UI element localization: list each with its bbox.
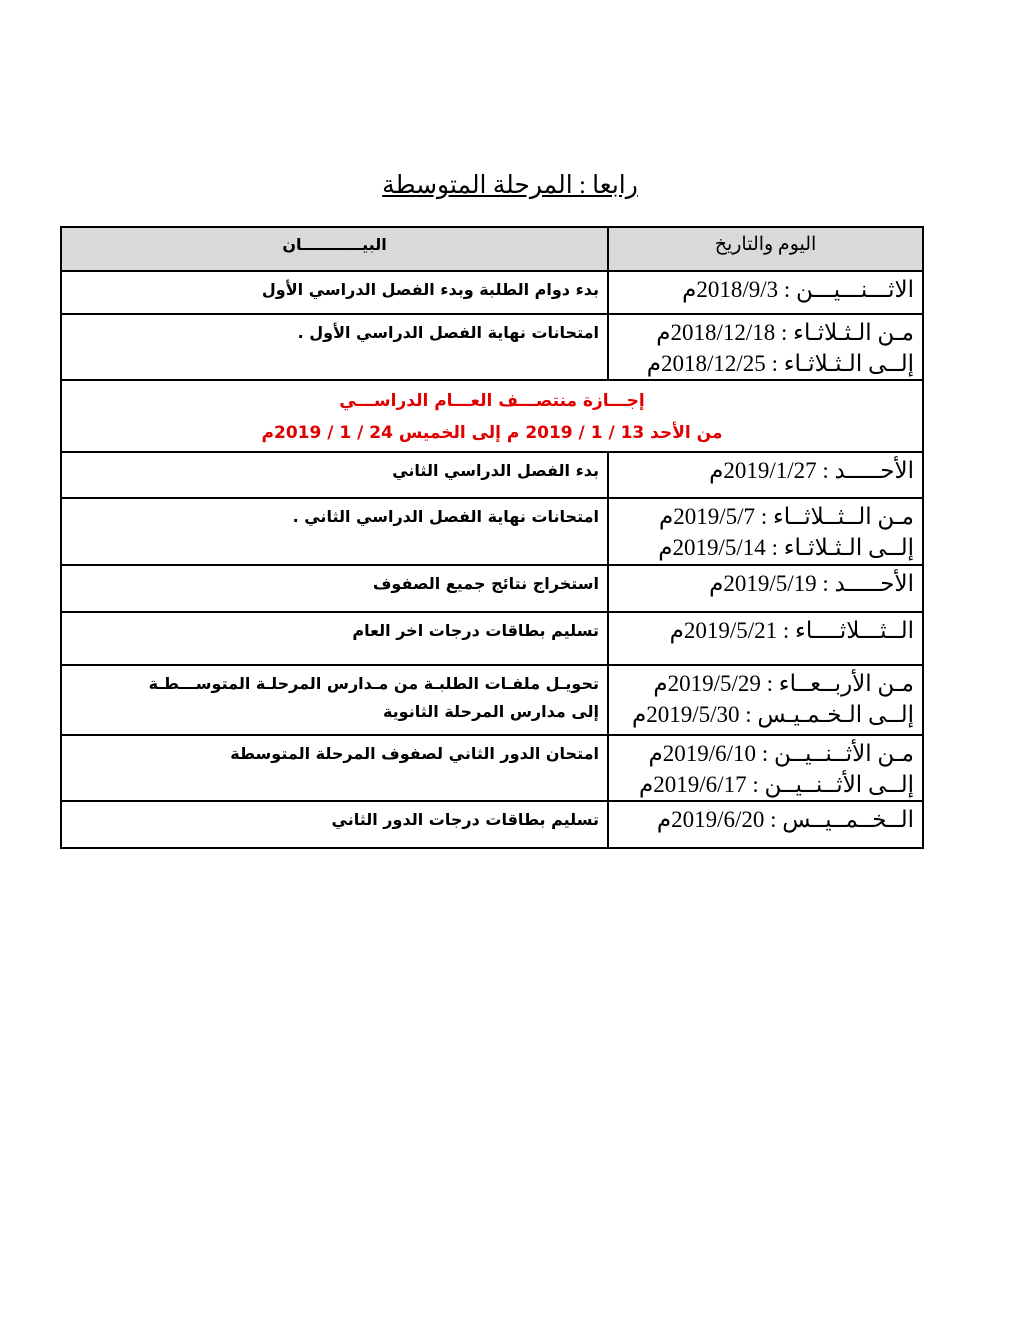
table-row: [61, 565, 923, 612]
desc-line: إلى مدارس المرحلة الثانوية: [382, 702, 599, 721]
row-desc: [61, 801, 608, 848]
row-date: [608, 498, 923, 565]
row-desc: [61, 271, 608, 314]
desc-line: تحويـل ملفـات الطلبـة من مـدارس المرحلـة المتوســـطـة: [148, 674, 599, 693]
date-line: الــثـــلاثــــاء : 2019/5/21م: [669, 618, 914, 643]
holiday-cell: [61, 380, 923, 452]
date-line: إلــى الـثـلاثـاء : 2018/12/25م: [646, 351, 914, 376]
desc-line: امتحان الدور الثاني لصفوف المرحلة المتوسطة: [230, 744, 599, 763]
row-date: [608, 452, 923, 498]
date-line: إلــى الأثــنــيــن : 2019/6/17م: [639, 772, 914, 797]
table-row: [61, 612, 923, 665]
calendar-table: [60, 226, 924, 849]
desc-line: امتحانات نهاية الفصل الدراسي الأول .: [297, 323, 599, 342]
date-line: الأحـــــد : 2019/5/19م: [709, 571, 914, 596]
table-row: [61, 314, 923, 380]
desc-line: استخراج نتائج جميع الصفوف: [372, 574, 599, 593]
row-desc: [61, 314, 608, 380]
holiday-range: من الأحد 13 / 1 / 2019 م إلى الخميس 24 / 1 / 2019م: [261, 423, 723, 443]
desc-line: تسليم بطاقات درجات الدور الثاني: [331, 810, 599, 829]
date-line: مـن الأربــعــاء : 2019/5/29م: [653, 671, 914, 696]
desc-line: تسليم بطاقات درجات اخر العام: [352, 621, 599, 640]
date-line: الــخــمــيــس : 2019/6/20م: [656, 807, 914, 832]
header-date: اليوم والتاريخ: [608, 227, 923, 271]
date-line: الاثـــنـــيـــن : 2018/9/3م: [682, 277, 914, 302]
row-desc: [61, 498, 608, 565]
page-title: رابعا : المرحلة المتوسطة: [382, 172, 638, 199]
table-row: [61, 801, 923, 848]
row-date: [608, 314, 923, 380]
date-line: إلــى الـثـلاثـاء : 2019/5/14م: [658, 535, 914, 560]
row-date: [608, 271, 923, 314]
holiday-title: إجـــازة منتصـــف العـــام الدراســـي: [339, 391, 645, 411]
row-desc: [61, 735, 608, 801]
table-row: [61, 271, 923, 314]
row-desc: [61, 565, 608, 612]
table-header-row: [61, 227, 923, 271]
row-desc: [61, 452, 608, 498]
row-date: [608, 735, 923, 801]
row-date: [608, 665, 923, 735]
table-row: [61, 735, 923, 801]
table-row: [61, 498, 923, 565]
table-row: [61, 665, 923, 735]
row-desc: [61, 665, 608, 735]
date-line: مـن الـثـلاثـاء : 2018/12/18م: [656, 320, 914, 345]
row-date: [608, 612, 923, 665]
date-line: مـن الأثــنــيــن : 2019/6/10م: [648, 741, 914, 766]
holiday-row: [61, 380, 923, 452]
desc-line: بدء دوام الطلبة وبدء الفصل الدراسي الأول: [261, 280, 599, 299]
date-line: مـن الــثــلاثــاء : 2019/5/7م: [659, 504, 914, 529]
header-desc: البيـــــــــــان: [61, 227, 608, 271]
row-date: [608, 565, 923, 612]
date-line: إلــى الـخـمـيـس : 2019/5/30م: [632, 702, 914, 727]
date-line: الأحـــــد : 2019/1/27م: [709, 458, 914, 483]
row-date: [608, 801, 923, 848]
desc-line: امتحانات نهاية الفصل الدراسي الثاني .: [292, 507, 599, 526]
table-row: [61, 452, 923, 498]
desc-line: بدء الفصل الدراسي الثاني: [392, 461, 599, 480]
row-desc: [61, 612, 608, 665]
